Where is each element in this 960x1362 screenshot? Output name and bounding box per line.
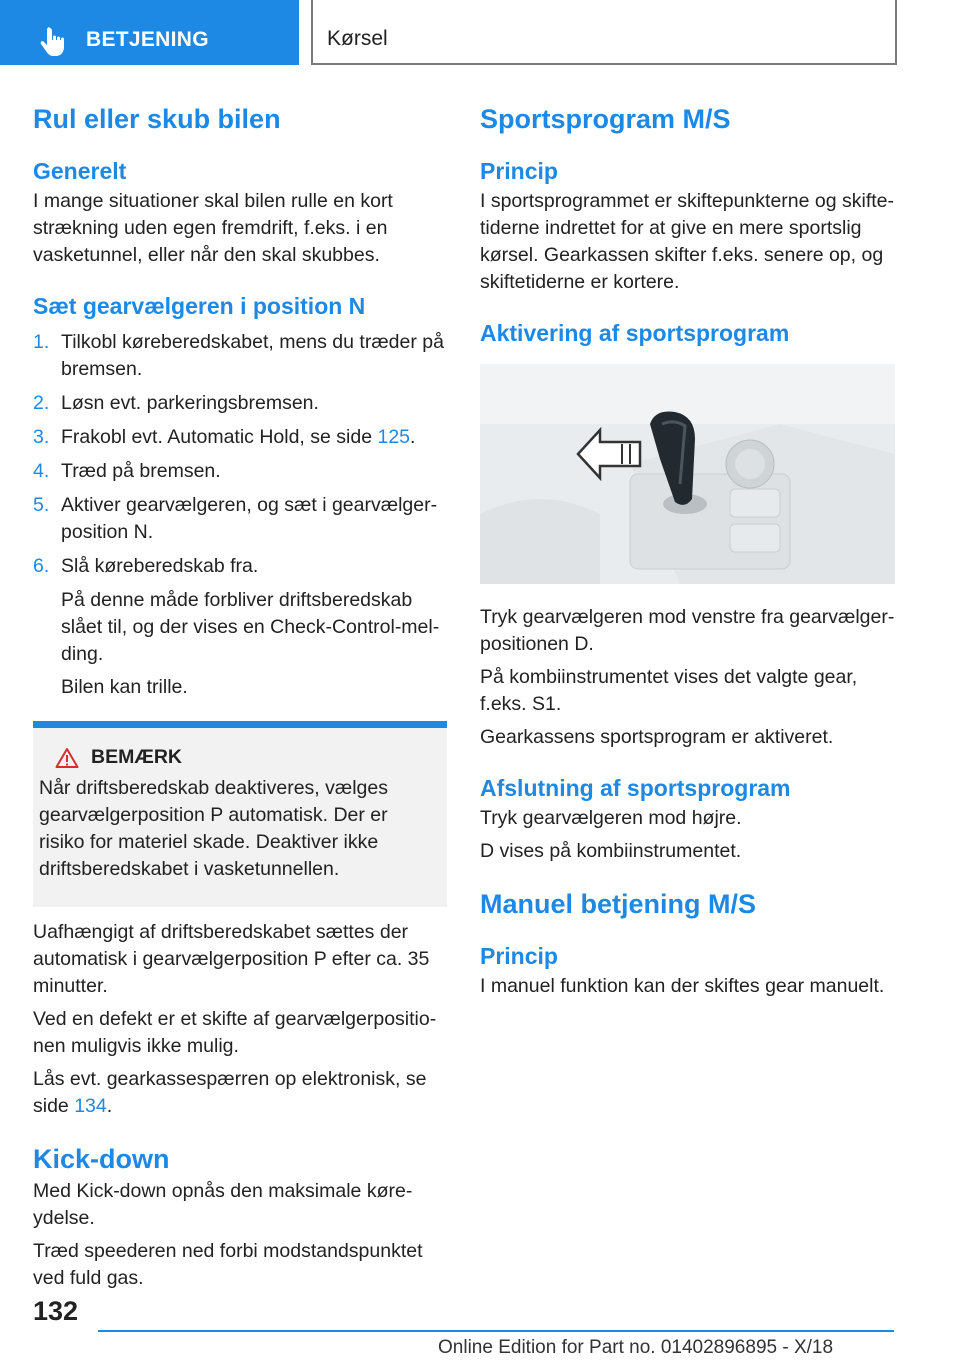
footer-divider (98, 1330, 894, 1332)
notice-text: Når driftsberedskab deaktiveres, vælges gearvælgerposition P automatisk. Der er risiko for materiel skade. Deaktiver ikke driftsberedskabet i vasketunnellen. (39, 777, 388, 880)
list-item: 1. Tilkobl køreberedskabet, mens du træder på bremsen. (33, 331, 444, 380)
section-label: BETJENING (86, 28, 209, 51)
list-item: 5. Aktiver gearvælgeren, og sæt i gearvælgerposition N. (33, 494, 438, 543)
paragraph: Uafhængigt af driftsberedskabet sættes der automatisk i gearvælgerposition P efter ca. 35 minutter. (33, 921, 430, 997)
list-item: 6. Slå køreberedskab fra. (33, 555, 259, 577)
section-title: Rul eller skub bilen (33, 104, 281, 134)
section-title: Sportsprogram M/S (480, 104, 731, 134)
chapter-label: Kørsel (327, 27, 388, 50)
end-text: Tryk gearvælgeren mod højre. (480, 807, 742, 829)
neutral-heading: Sæt gearvælgeren i position N (33, 293, 366, 319)
paragraph: Ved en defekt er et skifte af gearvælgerpositionen muligvis ikke mulig. (33, 1008, 437, 1057)
general-heading: Generelt (33, 158, 127, 184)
section-tab (0, 0, 299, 65)
notice-title: BEMÆRK (91, 746, 182, 768)
page-number: 132 (33, 1296, 79, 1326)
page-link[interactable]: 125 (377, 426, 411, 448)
activation-text: Tryk gearvælgeren mod venstre fra gearvælgerpositionen D. (480, 606, 895, 655)
general-text: I mange situationer skal bilen rulle en kort strækning uden egen fremdrift, f.eks. i en vasketunnel, eller når den skal skubbes. (33, 190, 393, 266)
end-text: D vises på kombiinstrumentet. (480, 840, 742, 862)
left-column (33, 100, 447, 1298)
edition-text: Online Edition for Part no. 01402896895 - X/18 (438, 1337, 834, 1358)
gear-selector-illustration (480, 364, 895, 584)
principle-text: I sportsprogrammet er skiftepunkterne og skiftetiderne indrettet for at give en mere sportslig kørsel. Gearkassen skifter f.eks. senere op, og skiftetiderne er kortere. (480, 190, 895, 293)
manual-text: I manuel funktion kan der skiftes gear manuelt. (480, 975, 885, 997)
notice-box (33, 721, 447, 907)
manual-principle-heading: Princip (480, 943, 558, 969)
list-item: 3. Frakobl evt. Automatic Hold, se side 125. (33, 426, 416, 448)
right-column (480, 100, 895, 1006)
step6-extra-text: På denne måde forbliver driftsberedskab slået til, og der vises en Check-Control-melding. (61, 589, 440, 665)
chapter-header (311, 0, 897, 65)
hand-pointer-icon (40, 26, 68, 56)
paragraph: Lås evt. gearkassespærren op elektronisk, se side 134. (33, 1068, 427, 1117)
kickdown-text: Træd speederen ned forbi modstandspunktet ved fuld gas. (33, 1240, 423, 1289)
kickdown-title: Kick-down (33, 1144, 170, 1174)
step6-extra-text: Bilen kan trille. (61, 676, 188, 698)
activation-heading: Aktivering af sportsprogram (480, 320, 790, 346)
activation-text: På kombiinstrumentet vises det valgte gear, f.eks. S1. (480, 666, 858, 715)
principle-heading: Princip (480, 158, 558, 184)
end-heading: Afslutning af sportsprogram (480, 775, 791, 801)
list-item: 2. Løsn evt. parkeringsbremsen. (33, 392, 319, 414)
kickdown-text: Med Kick-down opnås den maksimale køreydelse. (33, 1180, 413, 1229)
warning-icon (55, 747, 79, 769)
activation-text: Gearkassens sportsprogram er aktiveret. (480, 726, 834, 748)
list-item: 4. Træd på bremsen. (33, 460, 221, 482)
steps-list (33, 329, 447, 580)
page-link[interactable]: 134 (74, 1095, 107, 1117)
manual-title: Manuel betjening M/S (480, 889, 757, 919)
